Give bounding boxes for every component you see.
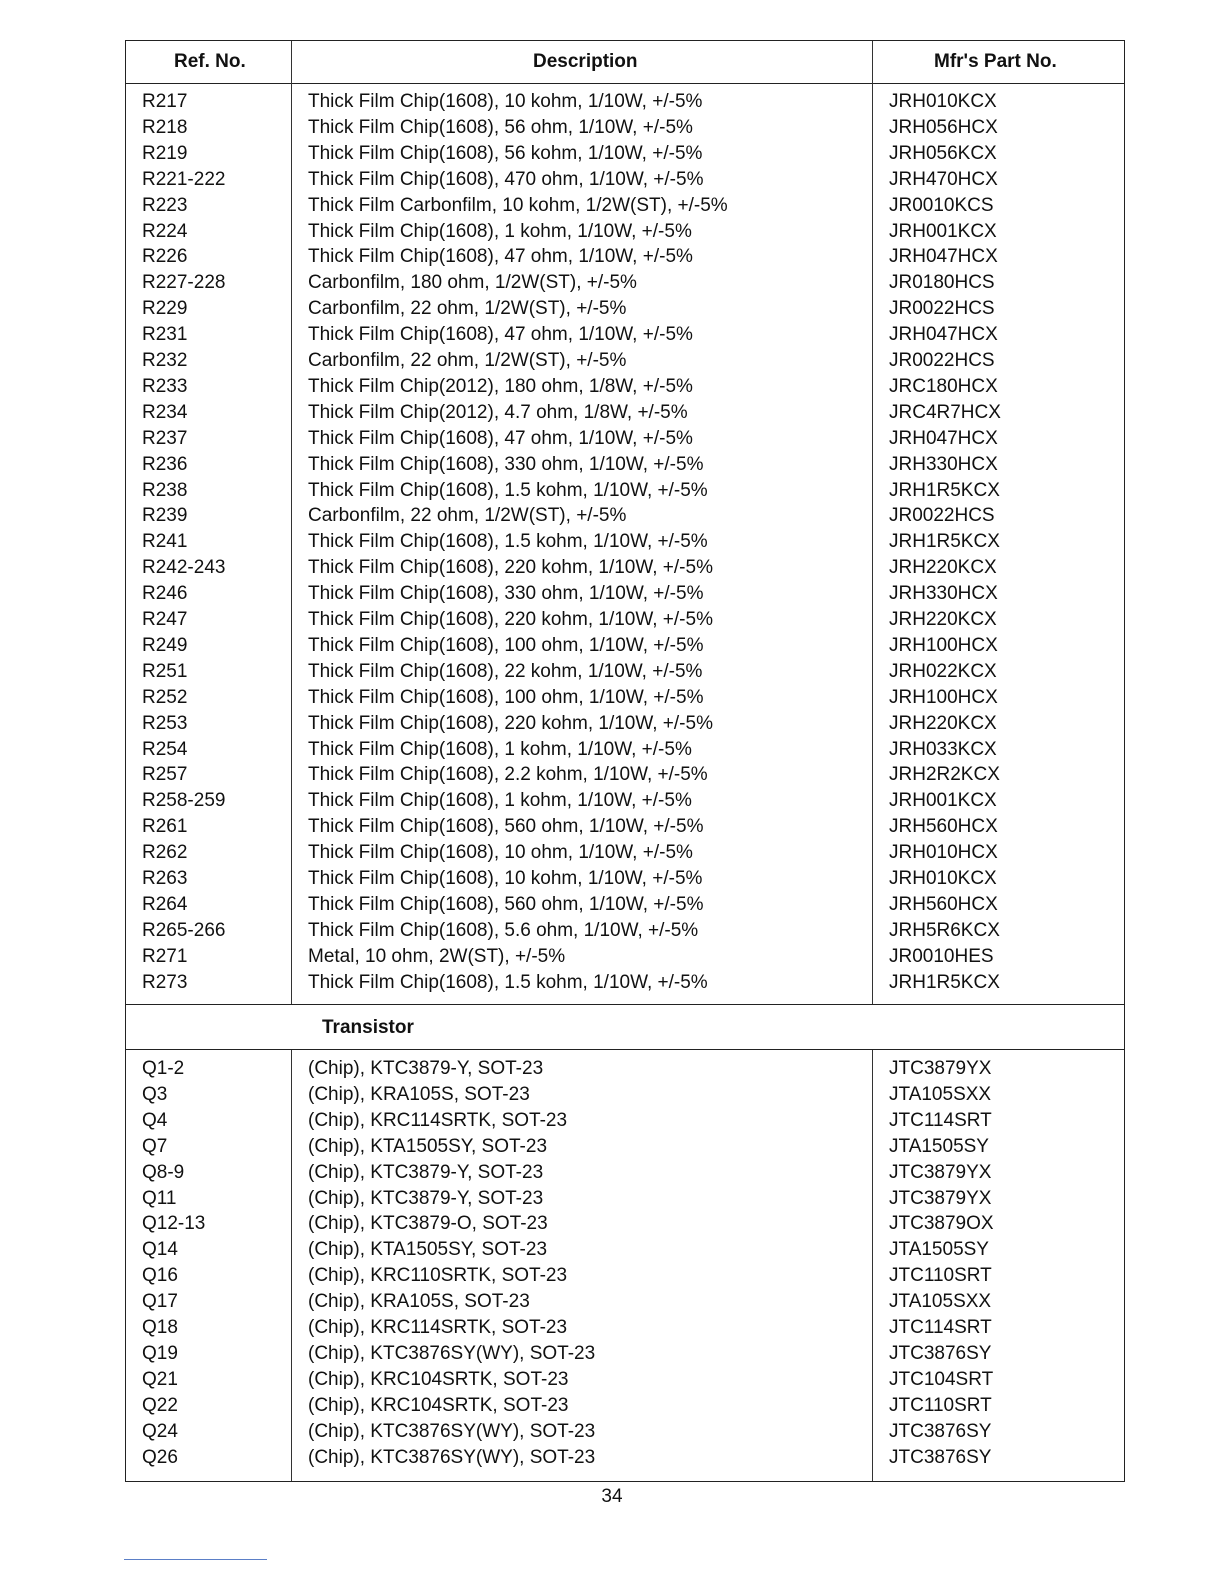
table-row — [126, 581, 1124, 607]
ref-cell: Q17 — [142, 1291, 178, 1313]
description-cell: Thick Film Chip(1608), 100 ohm, 1/10W, +/-5% — [308, 634, 704, 656]
ref-cell: Q14 — [142, 1239, 178, 1261]
description-cell: Thick Film Chip(1608), 2.2 kohm, 1/10W, +/-5% — [308, 764, 708, 786]
table-header — [126, 41, 1124, 84]
description-cell: Thick Film Chip(1608), 10 kohm, 1/10W, +/-5% — [308, 91, 703, 112]
table-row — [126, 1367, 1124, 1393]
ref-cell: R236 — [142, 453, 188, 475]
table-row — [126, 244, 1124, 270]
ref-cell: Q11 — [142, 1187, 177, 1209]
part-number-cell: JRH047HCX — [889, 246, 998, 268]
description-cell: Thick Film Chip(1608), 1.5 kohm, 1/10W, +/-5% — [308, 531, 708, 553]
description-cell: Thick Film Chip(1608), 1 kohm, 1/10W, +/-5% — [308, 790, 692, 812]
part-number-cell: JRH470HCX — [889, 168, 998, 190]
section-divider-top — [126, 1004, 1124, 1005]
description-cell: (Chip), KRA105S, SOT-23 — [308, 1291, 530, 1313]
table-row — [126, 1134, 1124, 1160]
ref-cell: R241 — [142, 531, 188, 553]
table-row — [126, 685, 1124, 711]
table-row — [126, 348, 1124, 374]
description-cell: Metal, 10 ohm, 2W(ST), +/-5% — [308, 945, 566, 967]
table-row — [126, 322, 1124, 348]
table-row — [126, 296, 1124, 322]
table-row — [126, 659, 1124, 685]
part-number-cell: JRH330HCX — [889, 453, 998, 475]
part-number-cell: JRH056HCX — [889, 116, 998, 138]
ref-cell: R271 — [142, 945, 188, 967]
ref-cell: R237 — [142, 427, 188, 449]
description-cell: Thick Film Chip(1608), 560 ohm, 1/10W, +/-5% — [308, 893, 704, 915]
ref-cell: R242-243 — [142, 557, 226, 579]
table-row — [126, 1419, 1124, 1445]
description-cell: Carbonfilm, 22 ohm, 1/2W(ST), +/-5% — [308, 298, 627, 320]
ref-cell: Q22 — [142, 1394, 178, 1416]
ref-cell: Q1-2 — [142, 1058, 185, 1079]
description-cell: Thick Film Chip(1608), 1.5 kohm, 1/10W, +/-5% — [308, 971, 708, 993]
part-number-cell: JRH001KCX — [889, 220, 997, 242]
description-cell: Thick Film Chip(1608), 10 kohm, 1/10W, +/-5% — [308, 868, 703, 889]
description-cell: Thick Film Chip(1608), 1 kohm, 1/10W, +/-5% — [308, 738, 692, 760]
ref-cell: R246 — [142, 583, 188, 605]
part-number-cell: JTA105SXX — [889, 1291, 992, 1313]
ref-cell: Q19 — [142, 1342, 178, 1364]
part-number-cell: JRH2R2KCX — [889, 764, 1000, 786]
ref-cell: R232 — [142, 350, 188, 371]
part-number-cell: JTA105SXX — [889, 1083, 992, 1105]
table-row — [126, 866, 1124, 892]
description-cell: Thick Film Chip(1608), 5.6 ohm, 1/10W, +/-5% — [308, 919, 699, 941]
description-cell: (Chip), KTC3876SY(WY), SOT-23 — [308, 1342, 596, 1364]
description-cell: (Chip), KTC3879-Y, SOT-23 — [308, 1187, 544, 1209]
description-cell: Thick Film Chip(1608), 56 kohm, 1/10W, +/-5% — [308, 142, 703, 164]
table-row — [126, 452, 1124, 478]
ref-cell: R234 — [142, 401, 188, 423]
ref-cell: R249 — [142, 634, 188, 656]
part-number-cell: JR0180HCS — [889, 272, 995, 294]
part-number-cell: JRH560HCX — [889, 893, 998, 915]
ref-cell: Q16 — [142, 1265, 178, 1287]
header-part-no: Mfr's Part No. — [934, 51, 1057, 72]
table-row — [126, 711, 1124, 737]
description-cell: Thick Film Chip(2012), 4.7 ohm, 1/8W, +/-5% — [308, 401, 688, 423]
table-row — [126, 1082, 1124, 1108]
ref-cell: R219 — [142, 142, 188, 164]
part-number-cell: JRH330HCX — [889, 583, 998, 605]
ref-cell: Q12-13 — [142, 1213, 206, 1235]
table-row — [126, 970, 1124, 996]
table-row — [126, 115, 1124, 141]
description-cell: (Chip), KTC3879-Y, SOT-23 — [308, 1161, 544, 1183]
table-row — [126, 374, 1124, 400]
table-row — [126, 219, 1124, 245]
description-cell: Thick Film Chip(1608), 220 kohm, 1/10W, +/-5% — [308, 609, 713, 630]
part-number-cell: JRH220KCX — [889, 712, 997, 734]
table-row — [126, 529, 1124, 555]
description-cell: Thick Film Chip(1608), 330 ohm, 1/10W, +/-5% — [308, 583, 704, 605]
table-row — [126, 633, 1124, 659]
description-cell: (Chip), KRA105S, SOT-23 — [308, 1083, 530, 1105]
description-cell: Thick Film Chip(1608), 1 kohm, 1/10W, +/-5% — [308, 220, 692, 242]
part-number-cell: JRC180HCX — [889, 375, 998, 397]
table-row — [126, 737, 1124, 763]
table-row — [126, 555, 1124, 581]
description-cell: (Chip), KTC3879-Y, SOT-23 — [308, 1058, 544, 1079]
ref-cell: R264 — [142, 893, 188, 915]
ref-cell: R265-266 — [142, 919, 226, 941]
table-row — [126, 89, 1124, 115]
ref-cell: R263 — [142, 868, 188, 889]
part-number-cell: JRH010KCX — [889, 868, 997, 889]
page-number: 34 — [601, 1486, 623, 1507]
table-row — [126, 478, 1124, 504]
ref-cell: R251 — [142, 660, 188, 682]
description-cell: (Chip), KTA1505SY, SOT-23 — [308, 1135, 548, 1157]
transistor-section-title: Transistor — [322, 1017, 414, 1038]
part-number-cell: JTA1505SY — [889, 1135, 989, 1157]
part-number-cell: JRH220KCX — [889, 557, 997, 579]
table-row — [126, 1315, 1124, 1341]
table-row — [126, 426, 1124, 452]
ref-cell: R217 — [142, 91, 188, 112]
table-row — [126, 918, 1124, 944]
table-row — [126, 193, 1124, 219]
table-row — [126, 1341, 1124, 1367]
description-cell: Thick Film Chip(1608), 560 ohm, 1/10W, +/-5% — [308, 816, 704, 838]
part-number-cell: JTC3876SY — [889, 1420, 992, 1442]
part-number-cell: JTC104SRT — [889, 1368, 994, 1390]
description-cell: (Chip), KRC104SRTK, SOT-23 — [308, 1394, 569, 1416]
parts-table — [125, 40, 1125, 1482]
part-number-cell: JRH033KCX — [889, 738, 997, 760]
part-number-cell: JRH047HCX — [889, 324, 998, 346]
ref-cell: R262 — [142, 842, 188, 864]
ref-cell: R238 — [142, 479, 188, 501]
description-cell: (Chip), KTA1505SY, SOT-23 — [308, 1239, 548, 1261]
table-row — [126, 788, 1124, 814]
description-cell: Carbonfilm, 22 ohm, 1/2W(ST), +/-5% — [308, 350, 627, 371]
description-cell: (Chip), KTC3876SY(WY), SOT-23 — [308, 1446, 596, 1468]
part-number-cell: JR0022HCS — [889, 350, 995, 371]
table-row — [126, 814, 1124, 840]
description-cell: (Chip), KRC114SRTK, SOT-23 — [308, 1109, 568, 1131]
description-cell: Thick Film Chip(1608), 330 ohm, 1/10W, +/-5% — [308, 453, 704, 475]
part-number-cell: JR0010KCS — [889, 194, 994, 216]
part-number-cell: JRH1R5KCX — [889, 531, 1000, 553]
part-number-cell: JRH022KCX — [889, 660, 997, 682]
ref-cell: Q8-9 — [142, 1161, 185, 1183]
ref-cell: R252 — [142, 686, 188, 708]
ref-cell: R247 — [142, 609, 188, 630]
table-row — [126, 400, 1124, 426]
description-cell: Thick Film Chip(1608), 22 kohm, 1/10W, +/-5% — [308, 660, 703, 682]
part-number-cell: JRH1R5KCX — [889, 971, 1000, 993]
table-row — [126, 503, 1124, 529]
description-cell: Thick Film Chip(1608), 47 ohm, 1/10W, +/-5% — [308, 427, 693, 449]
ref-cell: Q18 — [142, 1317, 178, 1338]
part-number-cell: JRH010HCX — [889, 842, 998, 864]
ref-cell: R239 — [142, 505, 188, 527]
table-row — [126, 1393, 1124, 1419]
description-cell: (Chip), KRC104SRTK, SOT-23 — [308, 1368, 569, 1390]
part-number-cell: JRH100HCX — [889, 634, 998, 656]
ref-cell: Q21 — [142, 1368, 178, 1390]
part-number-cell: JRH5R6KCX — [889, 919, 1000, 941]
part-number-cell: JTC3879YX — [889, 1161, 992, 1183]
table-row — [126, 607, 1124, 633]
part-number-cell: JTC114SRT — [889, 1317, 992, 1338]
table-row — [126, 1289, 1124, 1315]
description-cell: (Chip), KTC3879-O, SOT-23 — [308, 1213, 548, 1235]
part-number-cell: JRH560HCX — [889, 816, 998, 838]
ref-cell: R226 — [142, 246, 188, 268]
part-number-cell: JTC3876SY — [889, 1342, 992, 1364]
ref-cell: R273 — [142, 971, 188, 993]
part-number-cell: JTC3879OX — [889, 1213, 994, 1235]
ref-cell: Q26 — [142, 1446, 178, 1468]
ref-cell: R221-222 — [142, 168, 226, 190]
description-cell: Thick Film Chip(1608), 47 ohm, 1/10W, +/-5% — [308, 324, 693, 346]
part-number-cell: JTC114SRT — [889, 1109, 992, 1131]
ref-cell: R253 — [142, 712, 188, 734]
part-number-cell: JRH047HCX — [889, 427, 998, 449]
part-number-cell: JR0022HCS — [889, 298, 995, 320]
table-row — [126, 1056, 1124, 1082]
part-number-cell: JTC110SRT — [889, 1394, 992, 1416]
part-number-cell: JRH056KCX — [889, 142, 997, 164]
ref-cell: Q3 — [142, 1083, 168, 1105]
ref-cell: Q7 — [142, 1135, 168, 1157]
ref-cell: R218 — [142, 116, 188, 138]
part-number-cell: JRH010KCX — [889, 91, 997, 112]
table-row — [126, 892, 1124, 918]
table-row — [126, 1263, 1124, 1289]
part-number-cell: JTC3879YX — [889, 1058, 992, 1079]
part-number-cell: JR0010HES — [889, 945, 994, 967]
description-cell: (Chip), KRC110SRTK, SOT-23 — [308, 1265, 568, 1287]
ref-cell: R261 — [142, 816, 188, 838]
table-row — [126, 1211, 1124, 1237]
description-cell: (Chip), KRC114SRTK, SOT-23 — [308, 1317, 568, 1338]
ref-cell: Q24 — [142, 1420, 178, 1442]
ref-cell: R233 — [142, 375, 188, 397]
ref-cell: R229 — [142, 298, 188, 320]
table-row — [126, 1186, 1124, 1212]
table-row — [126, 167, 1124, 193]
part-number-cell: JRH001KCX — [889, 790, 997, 812]
part-number-cell: JR0022HCS — [889, 505, 995, 527]
header-ref-no: Ref. No. — [174, 51, 246, 72]
part-number-cell: JTC110SRT — [889, 1265, 992, 1287]
table-row — [126, 1108, 1124, 1134]
part-number-cell: JTA1505SY — [889, 1239, 989, 1261]
table-row — [126, 762, 1124, 788]
description-cell: Thick Film Chip(1608), 10 ohm, 1/10W, +/-5% — [308, 842, 693, 864]
description-cell: Thick Film Carbonfilm, 10 kohm, 1/2W(ST), +/-5% — [308, 194, 728, 216]
ref-cell: R257 — [142, 764, 188, 786]
ref-cell: R231 — [142, 324, 188, 346]
description-cell: Thick Film Chip(1608), 56 ohm, 1/10W, +/-5% — [308, 116, 693, 138]
description-cell: Carbonfilm, 22 ohm, 1/2W(ST), +/-5% — [308, 505, 627, 527]
header-description: Description — [533, 51, 638, 72]
description-cell: Thick Film Chip(1608), 1.5 kohm, 1/10W, +/-5% — [308, 479, 708, 501]
description-cell: Thick Film Chip(1608), 220 kohm, 1/10W, +/-5% — [308, 712, 713, 734]
section-divider-bottom — [126, 1049, 1124, 1050]
part-number-cell: JRH220KCX — [889, 609, 997, 630]
description-cell: Thick Film Chip(1608), 47 ohm, 1/10W, +/-5% — [308, 246, 693, 268]
description-cell: Thick Film Chip(1608), 470 ohm, 1/10W, +/-5% — [308, 168, 704, 190]
part-number-cell: JRH1R5KCX — [889, 479, 1000, 501]
description-cell: Carbonfilm, 180 ohm, 1/2W(ST), +/-5% — [308, 272, 637, 294]
description-cell: Thick Film Chip(1608), 100 ohm, 1/10W, +/-5% — [308, 686, 704, 708]
part-number-cell: JTC3876SY — [889, 1446, 992, 1468]
table-row — [126, 1237, 1124, 1263]
table-row — [126, 944, 1124, 970]
table-row — [126, 141, 1124, 167]
part-number-cell: JTC3879YX — [889, 1187, 992, 1209]
ref-cell: R224 — [142, 220, 188, 242]
table-row — [126, 270, 1124, 296]
table-row — [126, 1160, 1124, 1186]
description-cell: Thick Film Chip(1608), 220 kohm, 1/10W, +/-5% — [308, 557, 713, 579]
ref-cell: R254 — [142, 738, 188, 760]
table-row — [126, 840, 1124, 866]
description-cell: (Chip), KTC3876SY(WY), SOT-23 — [308, 1420, 596, 1442]
ref-cell: R223 — [142, 194, 188, 216]
footer-rule — [124, 1559, 267, 1560]
part-number-cell: JRC4R7HCX — [889, 401, 1001, 423]
table-row — [126, 1445, 1124, 1471]
ref-cell: R227-228 — [142, 272, 226, 294]
part-number-cell: JRH100HCX — [889, 686, 998, 708]
description-cell: Thick Film Chip(2012), 180 ohm, 1/8W, +/-5% — [308, 375, 693, 397]
ref-cell: Q4 — [142, 1109, 168, 1131]
ref-cell: R258-259 — [142, 790, 226, 812]
